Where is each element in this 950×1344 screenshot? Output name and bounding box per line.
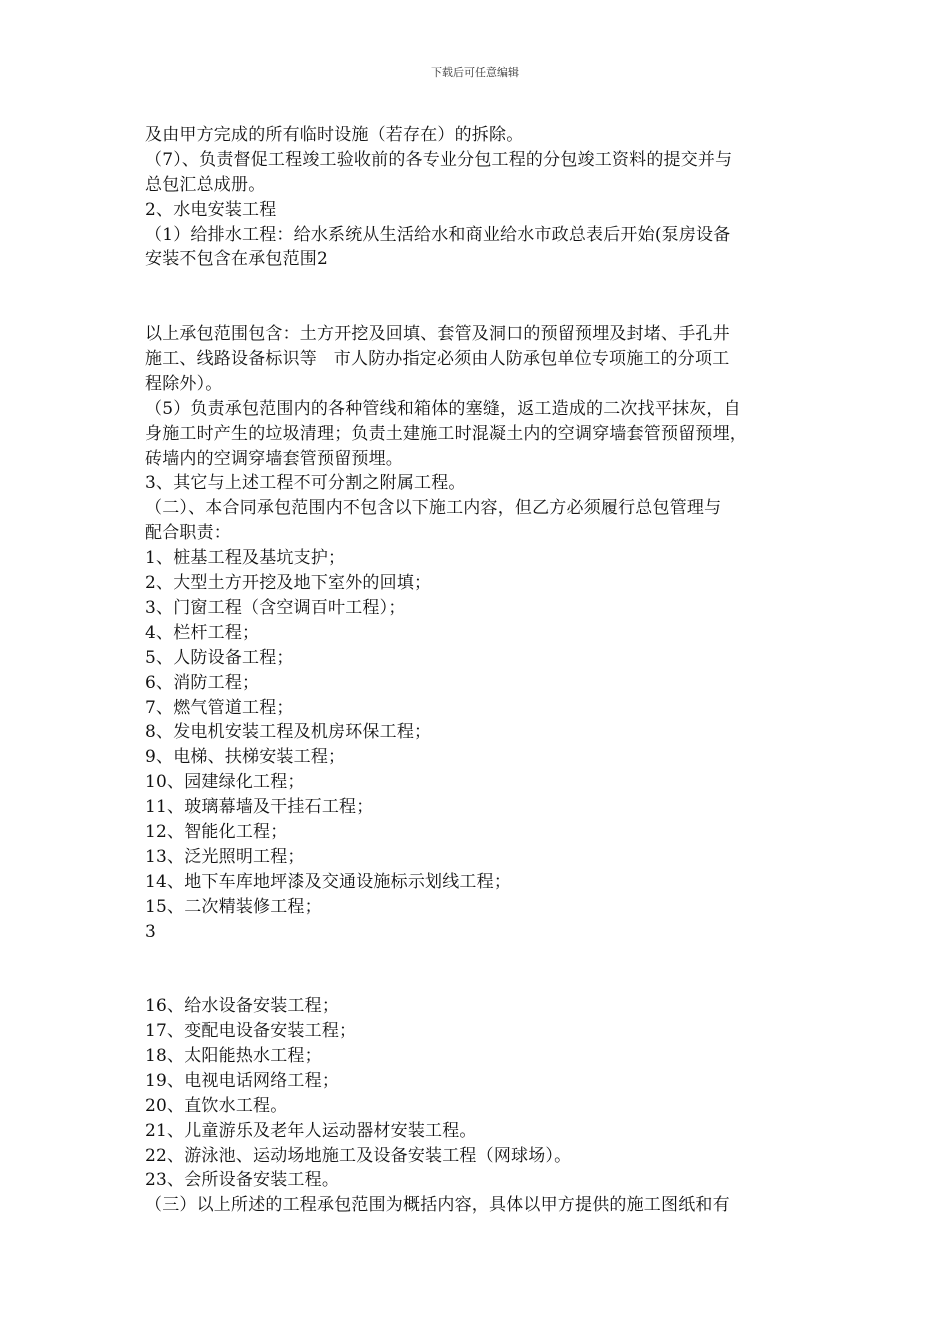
text-line: 及由甲方完成的所有临时设施（若存在）的拆除。	[145, 125, 524, 145]
text-line: 以上承包范围包含：土方开挖及回填、套管及洞口的预留预埋及封堵、手孔井	[145, 324, 730, 345]
text-line: 1、桩基工程及基坑支护；	[145, 548, 346, 569]
text-line: 程除外）。	[145, 373, 223, 394]
text-line: （二）、本合同承包范围内不包含以下施工内容，但乙方必须履行总包管理与	[145, 498, 722, 519]
text-line: 6、消防工程；	[145, 672, 260, 693]
text-line: 23、会所设备安装工程。	[145, 1170, 340, 1191]
text-line: 10、园建绿化工程；	[145, 772, 305, 793]
text-line: 7、燃气管道工程；	[145, 697, 294, 718]
text-line: 总包汇总成册。	[145, 174, 266, 195]
text-line: 配合职责：	[145, 523, 231, 544]
text-line: （1）给排水工程：给水系统从生活给水和商业给水市政总表后开始(泵房设备	[145, 224, 731, 245]
text-line: 18、太阳能热水工程；	[145, 1045, 322, 1066]
text-line: 15、二次精装修工程；	[145, 896, 322, 917]
text-line: 12、智能化工程；	[145, 821, 288, 842]
text-line: 13、泛光照明工程；	[145, 846, 305, 867]
text-line: 安装不包含在承包范围2	[145, 249, 329, 270]
document-body	[145, 123, 825, 1218]
text-line: 19、电视电话网络工程；	[145, 1070, 340, 1091]
text-line: （7）、负责督促工程竣工验收前的各专业分包工程的分包竣工资料的提交并与	[145, 149, 733, 170]
page-break-gap	[145, 272, 825, 322]
text-line: 5、人防设备工程；	[145, 647, 294, 668]
text-line: 11、玻璃幕墙及干挂石工程；	[145, 797, 374, 818]
text-line: 22、游泳池、运动场地施工及设备安装工程（网球场）。	[145, 1145, 572, 1166]
text-line: 16、给水设备安装工程；	[145, 996, 340, 1017]
text-line: 2、大型土方开挖及地下室外的回填；	[145, 573, 432, 594]
page-break-gap	[145, 944, 825, 994]
text-line: （5）负责承包范围内的各种管线和箱体的塞缝，返工造成的二次找平抹灰，自	[145, 398, 741, 419]
text-line: 3	[145, 921, 157, 942]
text-line: 身施工时产生的垃圾清理；负责土建施工时混凝土内的空调穿墙套管预留预埋，	[145, 423, 747, 444]
text-line: 9、电梯、扶梯安装工程；	[145, 747, 346, 768]
page-header: 下载后可任意编辑	[431, 66, 519, 79]
text-line: 21、儿童游乐及老年人运动器材安装工程。	[145, 1120, 477, 1141]
text-line: 14、地下车库地坪漆及交通设施标示划线工程；	[145, 871, 512, 892]
text-line: 20、直饮水工程。	[145, 1095, 288, 1116]
text-line: （三）以上所述的工程承包范围为概括内容，具体以甲方提供的施工图纸和有	[145, 1195, 730, 1216]
text-line: 4、栏杆工程；	[145, 622, 260, 643]
text-line: 砖墙内的空调穿墙套管预留预埋。	[145, 448, 403, 469]
text-line: 8、发电机安装工程及机房环保工程；	[145, 722, 432, 743]
text-line: 3、门窗工程（含空调百叶工程）；	[145, 597, 406, 618]
text-line: 2、水电安装工程	[145, 199, 277, 220]
text-line: 3、其它与上述工程不可分割之附属工程。	[145, 473, 466, 494]
text-line: 17、变配电设备安装工程；	[145, 1021, 357, 1042]
text-line: 施工、线路设备标识等 市人防办指定必须由人防承包单位专项施工的分项工	[145, 349, 730, 370]
